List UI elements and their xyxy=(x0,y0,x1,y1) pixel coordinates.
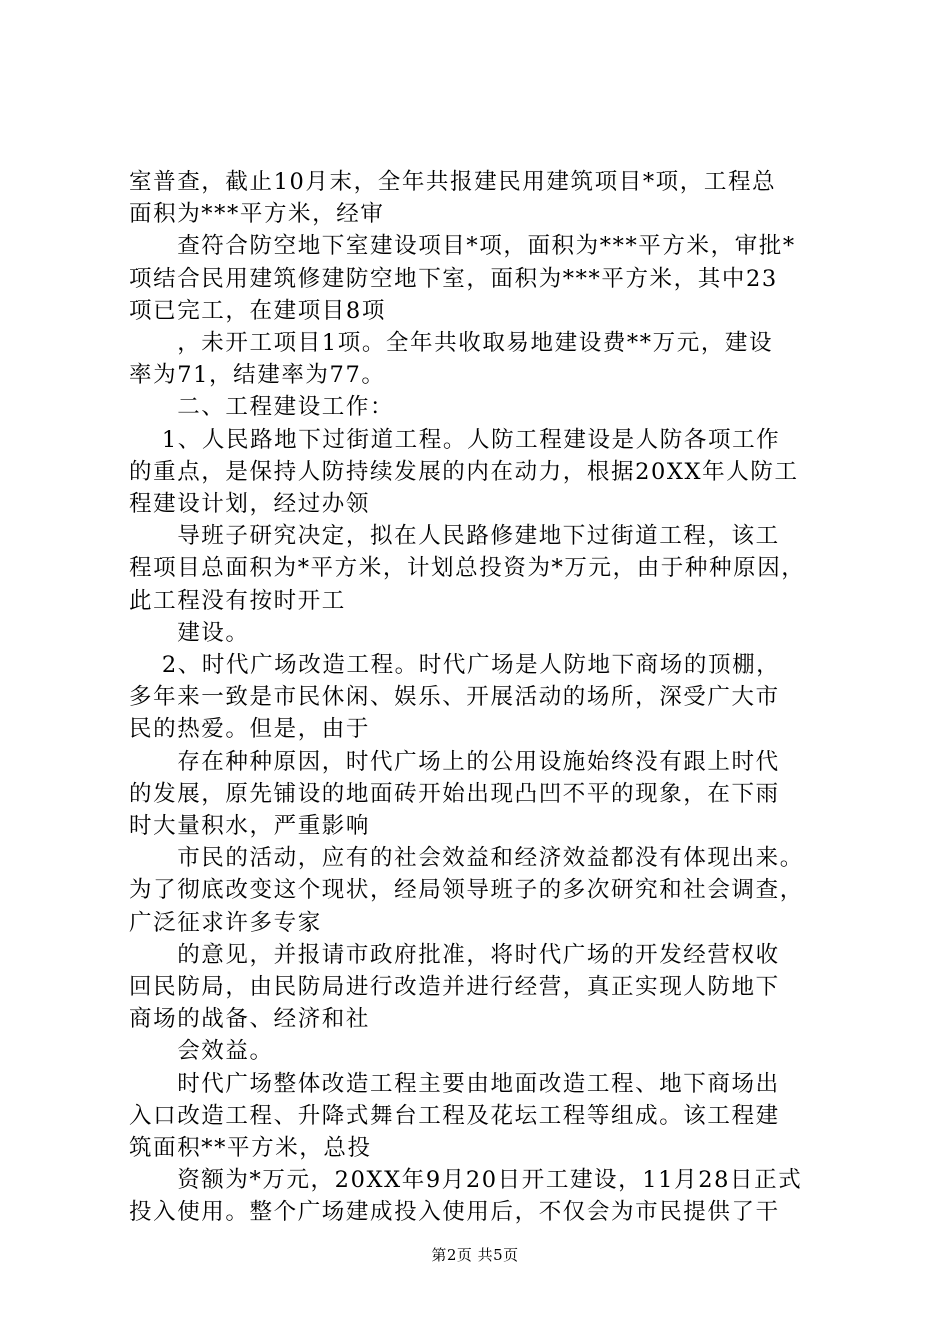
text-line: 的重点，是保持人防持续发展的内在动力，根据20XX年人防工 xyxy=(129,458,799,485)
text-line: 市民的活动，应有的社会效益和经济效益都没有体现出来。 xyxy=(129,845,804,872)
text-line: 的发展，原先铺设的地面砖开始出现凸凹不平的现象，在下雨 xyxy=(129,780,780,807)
text-line: 存在种种原因，时代广场上的公用设施始终没有跟上时代 xyxy=(129,748,780,775)
page-footer: 第2页 共5页 xyxy=(431,1246,519,1264)
text-line: 时代广场整体改造工程主要由地面改造工程、地下商场出 xyxy=(129,1070,780,1097)
text-line: 程建设计划，经过办领 xyxy=(129,491,371,517)
text-line: 此工程没有按时开工 xyxy=(129,587,346,614)
text-line: 回民防局，由民防局进行改造并进行经营，真正实现人防地下 xyxy=(129,974,780,1000)
text-line: 1、人民路地下过街道工程。人防工程建设是人防各项工作 xyxy=(129,426,781,453)
text-line: 入口改造工程、升降式舞台工程及花坛工程等组成。该工程建 xyxy=(129,1102,780,1129)
text-line: 建设。 xyxy=(129,619,250,646)
text-line: 资额为*万元，20XX年9月20日开工建设，11月28日正式 xyxy=(129,1167,803,1194)
text-line: 程项目总面积为*平方米，计划总投资为*万元，由于种种原因， xyxy=(129,555,806,582)
text-line: 投入使用。整个广场建成投入使用后，不仅会为市民提供了干 xyxy=(129,1199,780,1226)
text-line: ，未开工项目1项。全年共收取易地建设费**万元，建设 xyxy=(129,330,774,356)
text-line: 筑面积**平方米，总投 xyxy=(129,1135,372,1161)
text-line: 会效益。 xyxy=(129,1038,274,1065)
text-line: 广泛征求许多专家 xyxy=(129,909,322,936)
text-line: 时大量积水，严重影响 xyxy=(129,813,371,839)
text-line: 面积为***平方米，经审 xyxy=(129,201,385,228)
text-line: 项已完工，在建项目8项 xyxy=(129,297,386,324)
text-line: 项结合民用建筑修建防空地下室，面积为***平方米，其中23 xyxy=(129,265,778,292)
text-line: 为了彻底改变这个现状，经局领导班子的多次研究和社会调查， xyxy=(129,877,804,904)
text-line: 商场的战备、经济和社 xyxy=(129,1006,371,1033)
text-line: 查符合防空地下室建设项目*项，面积为***平方米，审批* xyxy=(129,233,796,260)
text-line: 率为71，结建率为77。 xyxy=(129,362,386,389)
text-line: 导班子研究决定，拟在人民路修建地下过街道工程，该工 xyxy=(129,523,780,550)
text-line: 的意见，并报请市政府批准，将时代广场的开发经营权收 xyxy=(129,941,780,968)
text-line: 2、时代广场改造工程。时代广场是人防地下商场的顶棚， xyxy=(129,652,781,678)
text-line: 室普查，截止10月末，全年共报建民用建筑项目*项，工程总 xyxy=(129,169,777,195)
text-line: 二、工程建设工作： xyxy=(129,394,395,421)
text-line: 多年来一致是市民休闲、娱乐、开展活动的场所，深受广大市 xyxy=(129,684,780,711)
text-line: 民的热爱。但是，由于 xyxy=(129,716,371,743)
